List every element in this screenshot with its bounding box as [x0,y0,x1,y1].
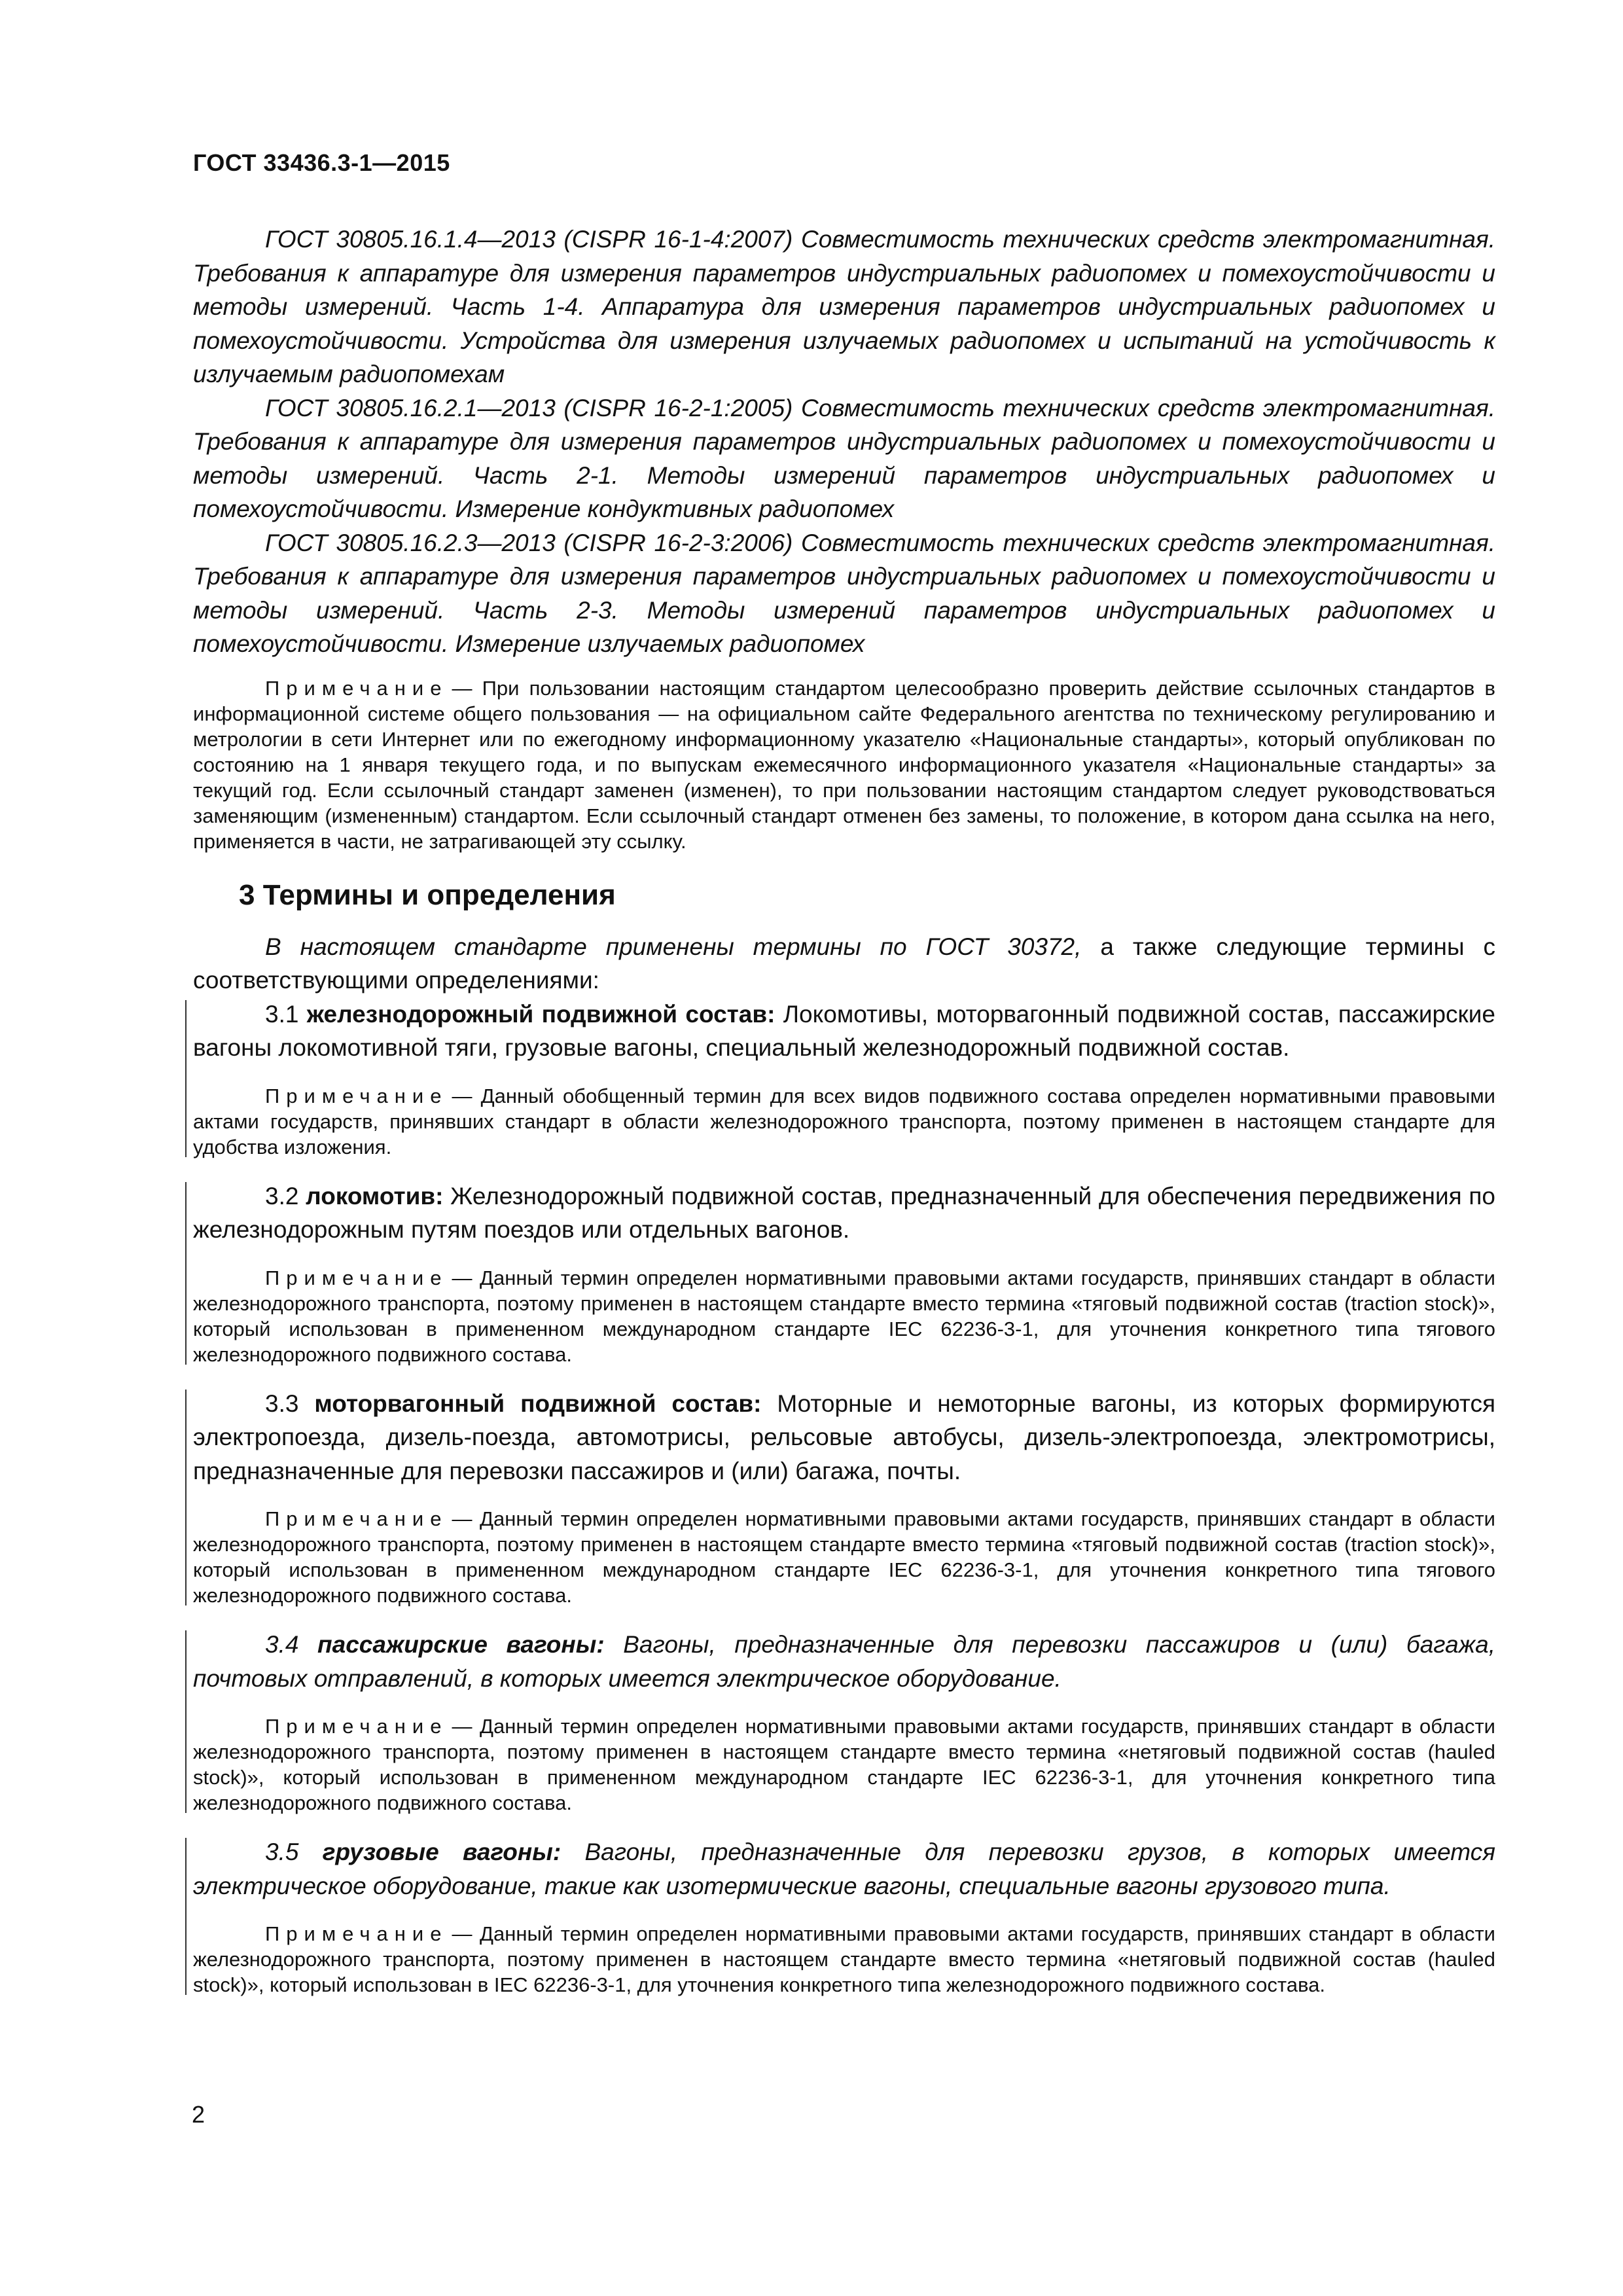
note-text: — Данный термин определен нормативными правовыми актами государств, принявших стандарт в области железнодорожного транспорта, поэтому применен в настоящем стандарте вместо термина «нетяговый подвижной состав (hauled stock)», который использован в IEC 62236-3-1, для уточнения конкретного типа железнодорожного подвижного состава. [193,1922,1495,1996]
term-entry-3-2 [193,1179,1495,1367]
term-note [193,1265,1495,1367]
reference-item: ГОСТ 30805.16.2.3—2013 (CISPR 16-2-3:2006) Совместимость технических средств электромагнитная. Требования к аппаратуре для измерения параметров индустриальных радиопомех и помехоустойчивости и методы измерений. Часть 2-3. Методы измерений параметров индустриальных радиопомех и помехоустойчивости. Измерение излучаемых радиопомех [193,529,1495,657]
term-note [193,1713,1495,1816]
term-entry-3-4 [193,1628,1495,1816]
term-note [193,1921,1495,1998]
term-entry-3-5 [193,1835,1495,1998]
reference-item: ГОСТ 30805.16.2.1—2013 (CISPR 16-2-1:2005) Совместимость технических средств электромагнитная. Требования к аппаратуре для измерения параметров индустриальных радиопомех и помехоустойчивости и методы измерений. Часть 2-1. Методы измерений параметров индустриальных радиопомех и помехоустойчивости. Измерение кондуктивных радиопомех [193,394,1495,522]
term-entry-3-1 [193,997,1495,1160]
term-text: Вагоны, предназначенные для перевозки грузов, в которых имеется электрическое оборудование, такие как изотермические вагоны, специальные вагоны грузового типа. [193,1839,1495,1899]
term-name: пассажирские вагоны: [317,1631,605,1658]
term-name: локомотив: [306,1182,444,1210]
term-definition [193,1835,1495,1903]
term-note [193,1083,1495,1160]
note-text: — Данный термин определен нормативными правовыми актами государств, принявших стандарт в области железнодорожного транспорта, поэтому применен в настоящем стандарте вместо термина «нетяговый подвижной состав (hauled stock)», который использован в примененном международном стандарте IEC 62236-3-1, для уточнения конкретного типа железнодорожного подвижного состава. [193,1715,1495,1814]
term-number: 3.5 [265,1839,323,1865]
note-label: Примечание [265,1715,448,1738]
term-text: Железнодорожный подвижной состав, предназначенный для обеспечения передвижения по железнодорожным путям поездов или отдельных вагонов. [193,1182,1496,1243]
term-name: железнодорожный подвижной состав: [306,1000,776,1028]
term-number: 3.4 [265,1631,318,1658]
term-text: Моторные и немоторные вагоны, из которых формируются электропоезда, дизель-поезда, автомотрисы, рельсовые автобусы, дизель-электропоезда, электромотрисы, предназначенные для перевозки пассажиров и (или) багажа, почты. [193,1390,1495,1484]
note-label: Примечание [265,1084,448,1107]
page-content [193,223,1495,1998]
term-definition [193,997,1495,1065]
term-number: 3.3 [265,1390,315,1417]
note-label: Примечание [265,1266,448,1289]
term-text: Локомотивы, моторвагонный подвижной состав, пассажирские вагоны локомотивной тяги, грузовые вагоны, специальный железнодорожный подвижной состав. [193,1000,1495,1061]
term-text: Вагоны, предназначенные для перевозки пассажиров и (или) багажа, почтовых отправлений, в которых имеется электрическое оборудование. [193,1631,1496,1692]
term-definition [193,1387,1495,1488]
term-definition [193,1628,1495,1695]
intro-italic: В настоящем стандарте применены термины по ГОСТ 30372, [265,933,1082,960]
note-label: Примечание [265,676,448,700]
section-intro [193,930,1495,997]
note-label: Примечание [265,1507,448,1530]
intro-rest: а также следующие термины с соответствующими определениями: [193,933,1495,994]
section-heading: 3 Термины и определения [239,878,616,911]
term-number: 3.2 [265,1182,306,1210]
term-definition [193,1179,1495,1247]
note-text: — Данный обобщенный термин для всех видов подвижного состава определен нормативными правовыми актами государств, принявших стандарт в области железнодорожного транспорта, поэтому применен в настоящем стандарте для удобства изложения. [193,1084,1495,1158]
note-text: — При пользовании настоящим стандартом целесообразно проверить действие ссылочных стандартов в информационной системе общего пользования — на официальном сайте Федерального агентства по техническому регулированию и метрологии в сети Интернет или по ежегодному информационному указателю «Национальные стандарты», который опубликован по состоянию на 1 января текущего года, и по выпускам ежемесячного информационного указателя «Национальные стандарты» за текущий год. Если ссылочный стандарт заменен (изменен), то при пользовании настоящим стандартом следует руководствоваться заменяющим (измененным) стандартом. Если ссылочный стандарт отменен без замены, то положение, в котором дана ссылка на него, применяется в части, не затрагивающей эту ссылку. [193,676,1495,853]
term-note [193,1506,1495,1608]
term-entry-3-3 [193,1387,1495,1609]
document-header: ГОСТ 33436.3-1—2015 [193,149,450,176]
term-number: 3.1 [265,1000,307,1028]
term-name: грузовые вагоны: [322,1839,562,1865]
note-text: — Данный термин определен нормативными правовыми актами государств, принявших стандарт в области железнодорожного транспорта, поэтому применен в настоящем стандарте вместо термина «тяговый подвижной состав (traction stock)», который использован в примененном международном стандарте IEC 62236-3-1, для уточнения конкретного типа тягового железнодорожного подвижного состава. [193,1266,1495,1366]
term-name: моторвагонный подвижной состав: [314,1390,762,1417]
page-number: 2 [192,2101,205,2128]
note-text: — Данный термин определен нормативными правовыми актами государств, принявших стандарт в области железнодорожного транспорта, поэтому применен в настоящем стандарте вместо термина «тяговый подвижной состав (traction stock)», который использован в примененном международном стандарте IEC 62236-3-1, для уточнения конкретного типа тягового железнодорожного подвижного состава. [193,1507,1495,1607]
note-label: Примечание [265,1922,448,1945]
reference-item: ГОСТ 30805.16.1.4—2013 (CISPR 16-1-4:2007) Совместимость технических средств электромагнитная. Требования к аппаратуре для измерения параметров индустриальных радиопомех и помехоустойчивости и методы измерений. Часть 1-4. Аппаратура для измерения параметров индустриальных радиопомех и помехоустойчивости. Устройства для измерения излучаемых радиопомех и испытаний на устойчивость к излучаемым радиопомехам [193,226,1495,387]
references-note [193,675,1495,854]
